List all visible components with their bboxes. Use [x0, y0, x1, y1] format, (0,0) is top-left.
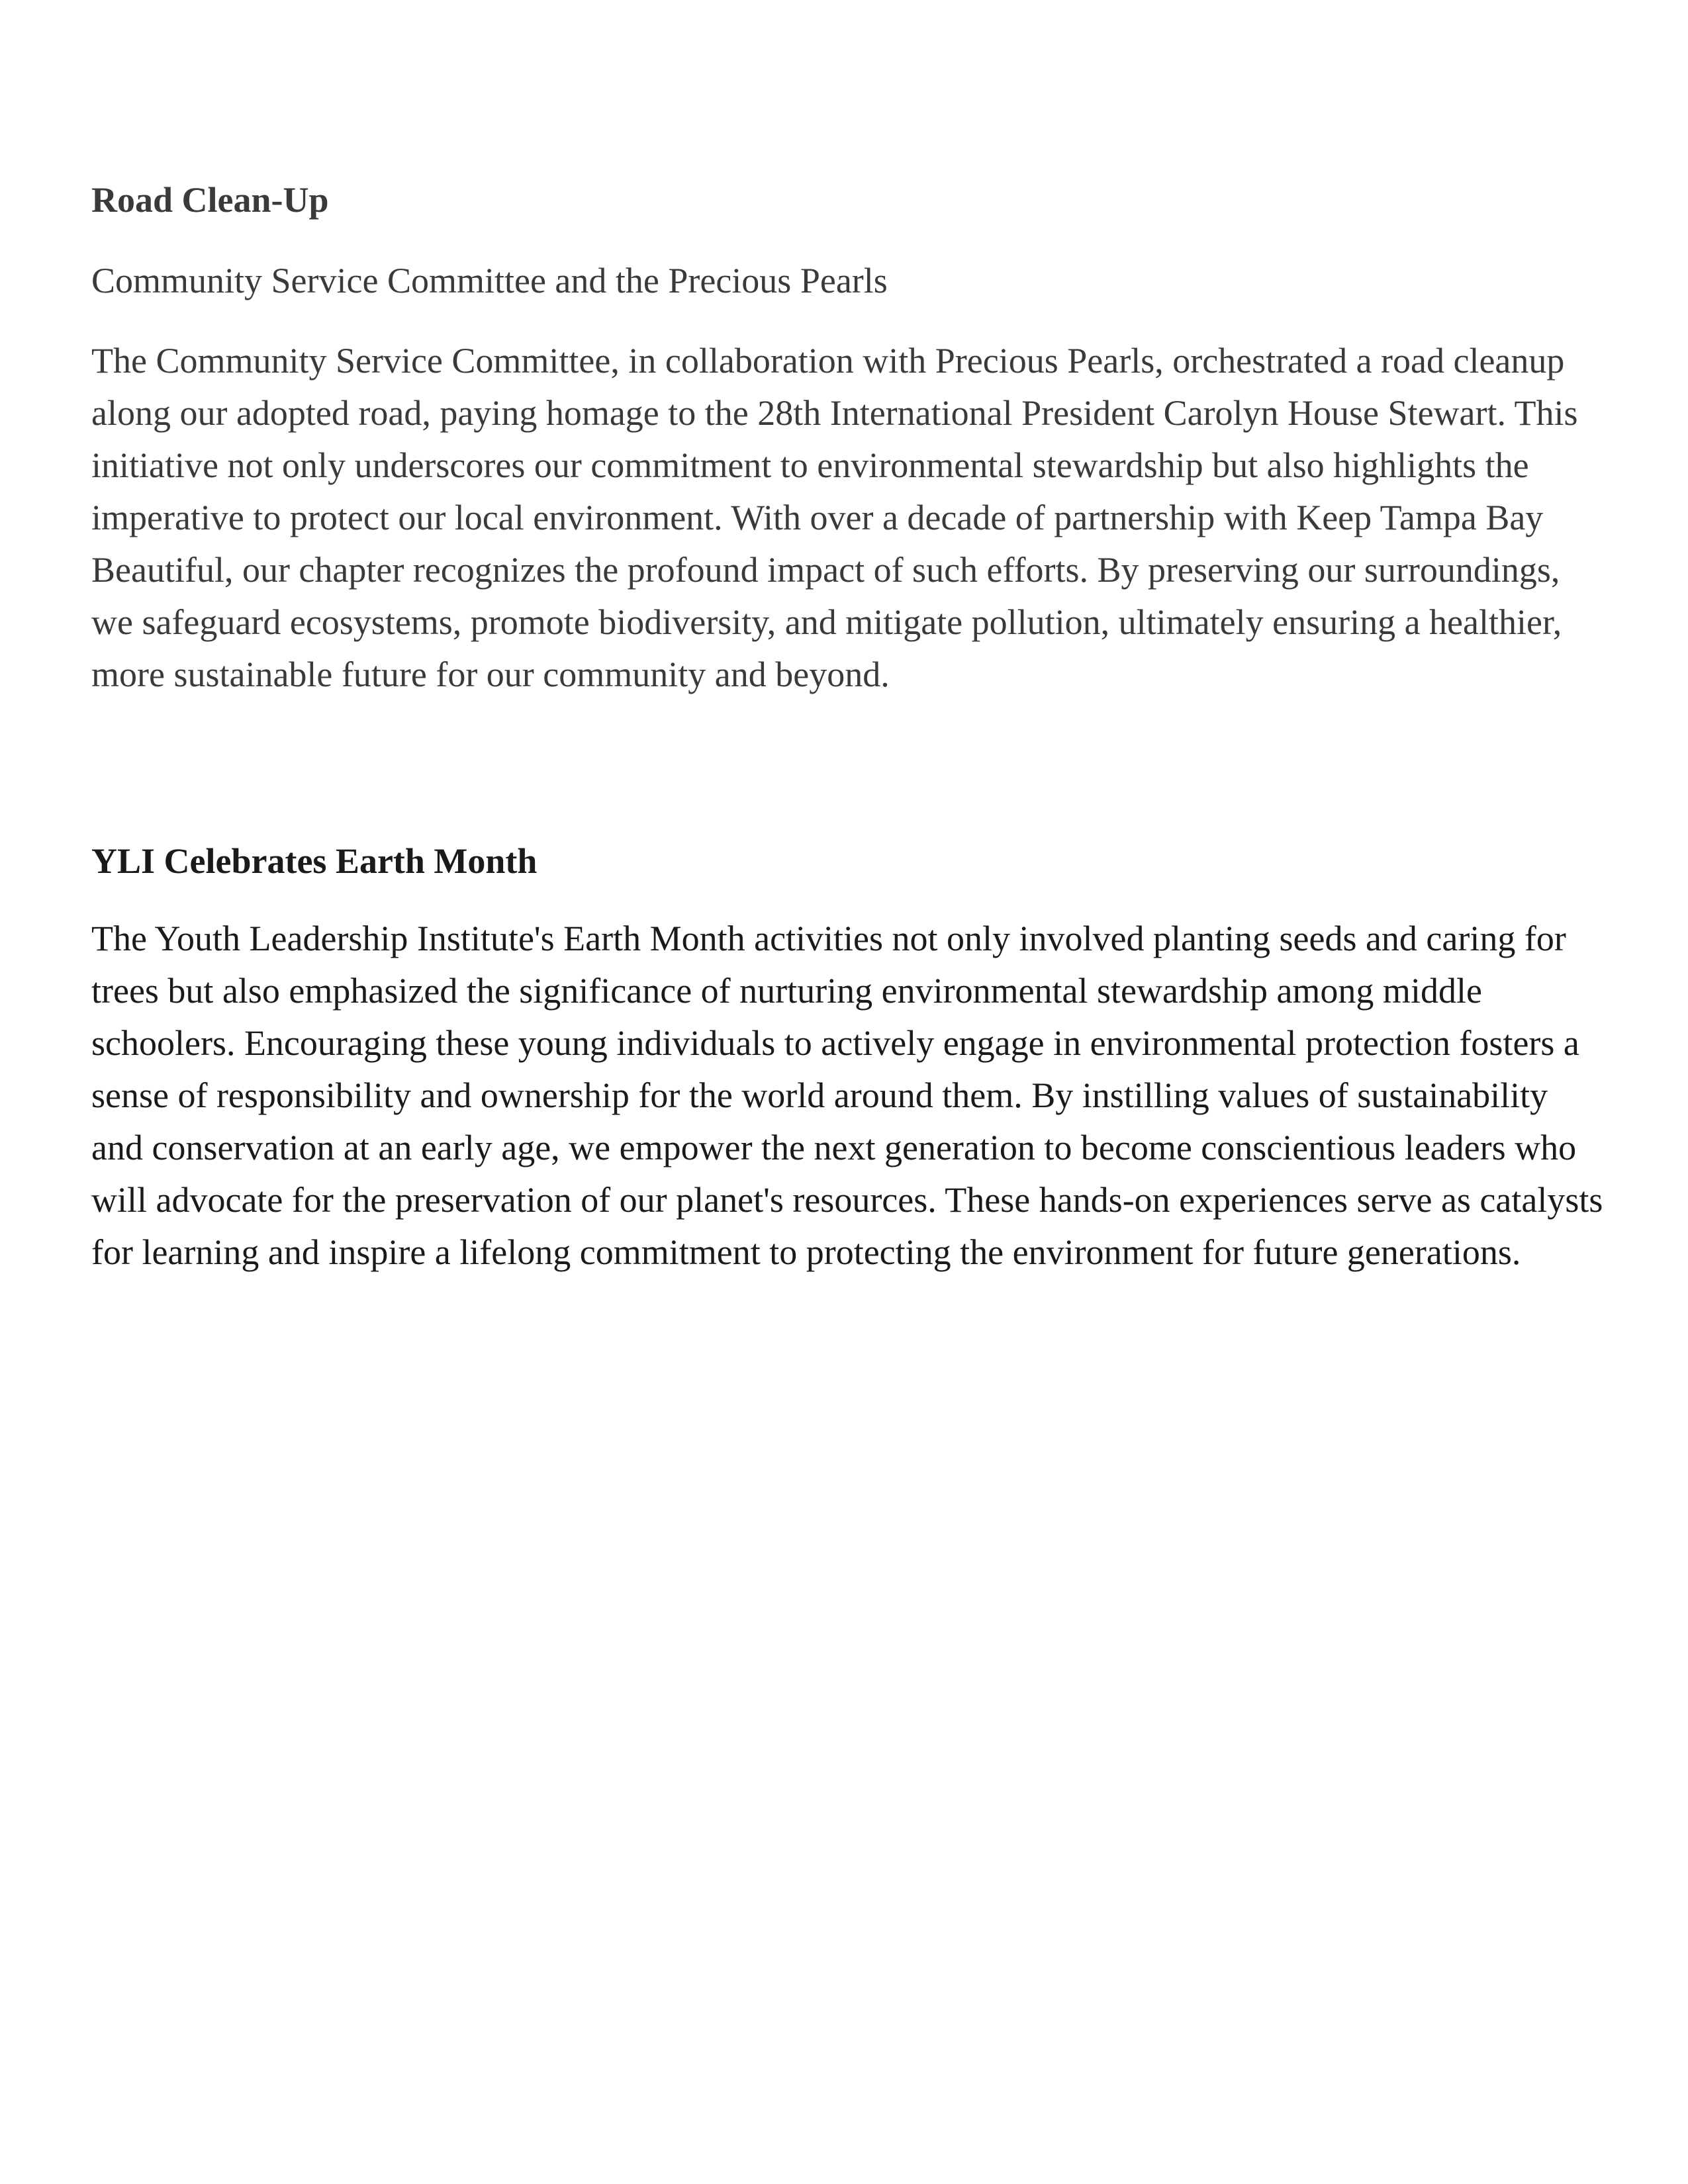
document-page: [91, 159, 1607, 1279]
road-cleanup-heading: Road Clean-Up: [91, 180, 329, 220]
earth-month-body: The Youth Leadership Institute's Earth Month activities not only involved planting seeds and caring for trees but also emphasized the significance of nurturing environmental stewardship among middle schoolers. Encouraging these young individuals to actively engage in environmental protection fosters a sense of responsibility and ownership for the world around them. By instilling values of sustainability and conservation at an early age, we empower the next generation to become conscientious leaders who will advocate for the preservation of our planet's resources. These hands-on experiences serve as catalysts for learning and inspire a lifelong commitment to protecting the environment for future generations.: [91, 919, 1603, 1272]
earth-month-heading: YLI Celebrates Earth Month: [91, 841, 538, 881]
earth-month-section: [91, 835, 1607, 1279]
road-cleanup-section: [91, 173, 1607, 701]
road-cleanup-body: The Community Service Committee, in collaboration with Precious Pearls, orchestrated a road cleanup along our adopted road, paying homage to the 28th International President Carolyn House Stewart. This initiative not only underscores our commitment to environmental stewardship but also highlights the imperative to protect our local environment. With over a decade of partnership with Keep Tampa Bay Beautiful, our chapter recognizes the profound impact of such efforts. By preserving our surroundings, we safeguard ecosystems, promote biodiversity, and mitigate pollution, ultimately ensuring a healthier, more sustainable future for our community and beyond.: [91, 341, 1578, 694]
road-cleanup-subtitle: Community Service Committee and the Precious Pearls: [91, 261, 888, 300]
